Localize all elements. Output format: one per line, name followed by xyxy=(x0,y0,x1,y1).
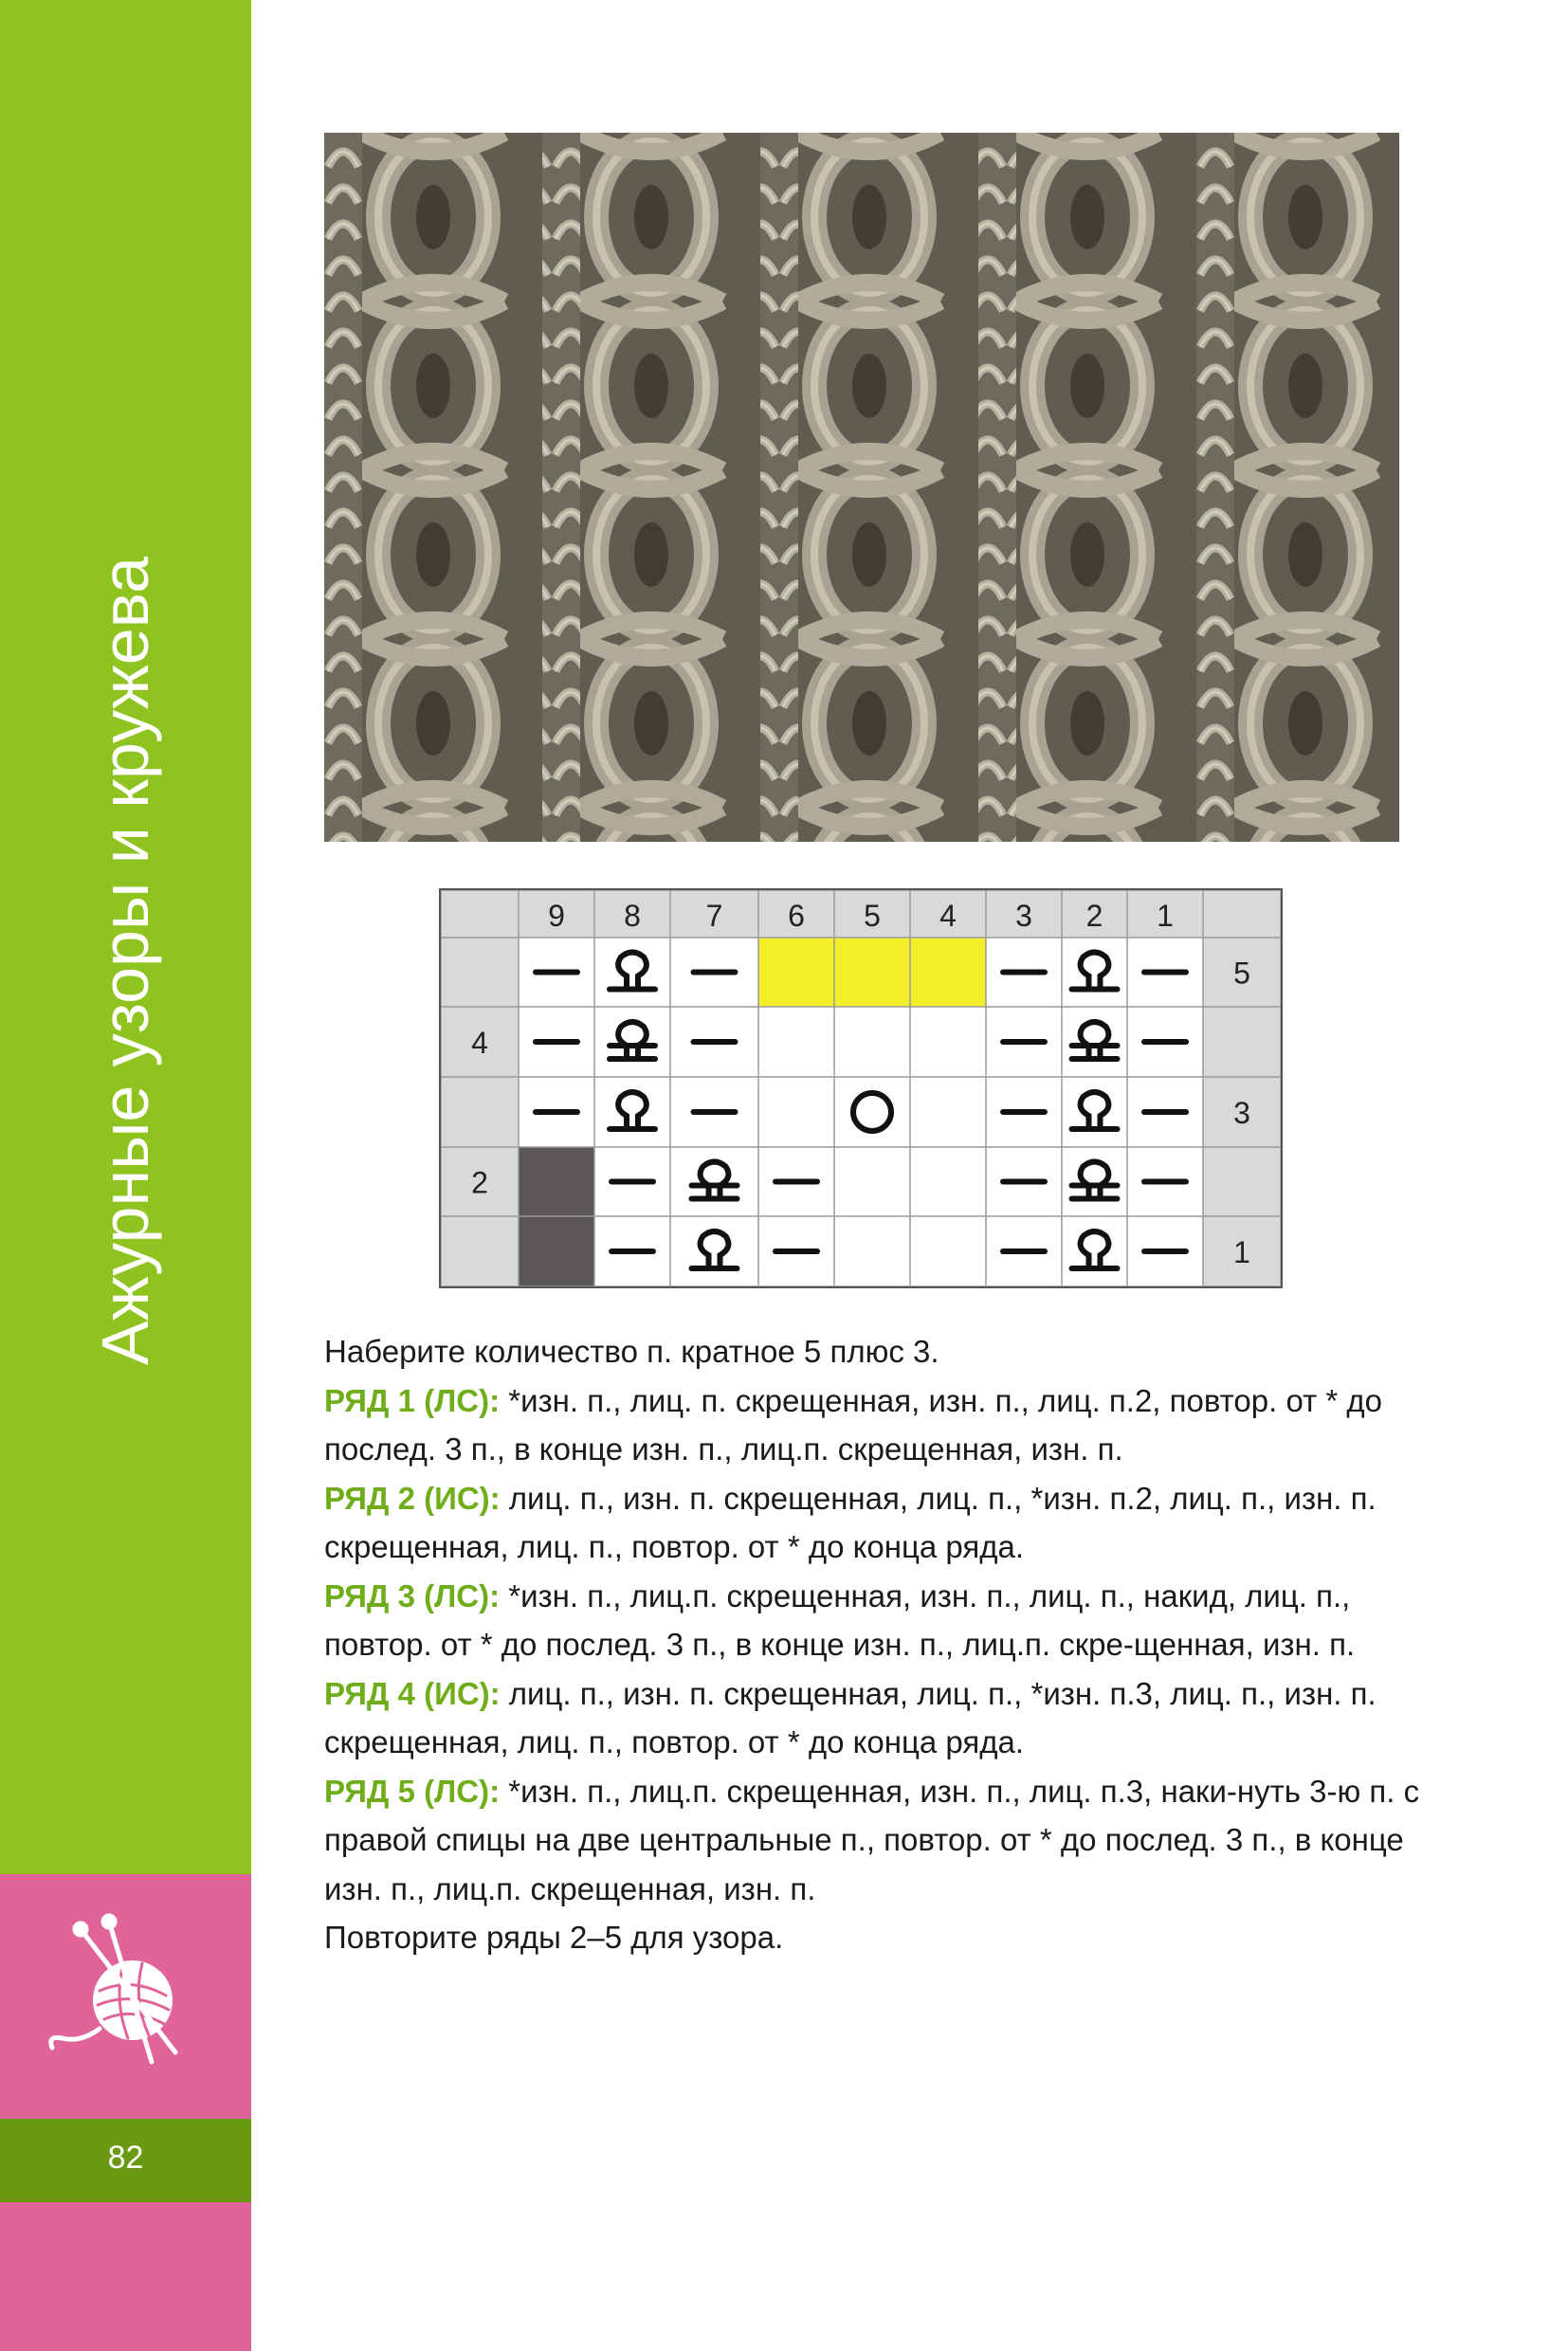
row-text: *изн. п., лиц.п. скрещенная, изн. п., лиц. п., накид, лиц. п., повтор. от * до послед. 3 п., в конце изн. п., лиц.п. скре-щенная, изн. п. xyxy=(324,1577,1356,1662)
highlight-cells xyxy=(758,938,986,1007)
knitting-chart xyxy=(439,888,1283,1288)
column-number: 4 xyxy=(939,899,957,933)
column-number: 6 xyxy=(788,899,805,933)
knitted-swatch-photo xyxy=(324,133,1399,842)
column-number: 7 xyxy=(705,899,723,933)
page-number: 82 xyxy=(107,2140,144,2176)
row-label: РЯД 4 (ИС): xyxy=(324,1675,501,1711)
sidebar-pink-footer xyxy=(0,2202,251,2351)
row-text: *изн. п., лиц. п. скрещенная, изн. п., лиц. п.2, повтор. от * до послед. 3 п., в конце изн. п., лиц.п. скрещенная, изн. п. xyxy=(324,1382,1382,1467)
pattern-instructions xyxy=(324,1327,1424,1962)
row-text: лиц. п., изн. п. скрещенная, лиц. п., *изн. п.3, лиц. п., изн. п. скрещенная, лиц. п., повтор. от * до конца ряда. xyxy=(324,1675,1377,1759)
row-label: РЯД 2 (ИС): xyxy=(324,1480,501,1516)
row-number-right: 3 xyxy=(1233,1096,1250,1130)
yarn-ball-icon xyxy=(43,1910,204,2071)
chapter-title: Ажурные узоры и кружева xyxy=(88,556,162,1365)
row-instruction-5 xyxy=(324,1767,1424,1914)
row-label: РЯД 5 (ЛС): xyxy=(324,1773,501,1809)
column-number: 8 xyxy=(624,899,641,933)
column-number: 9 xyxy=(548,899,565,933)
row-instruction-1 xyxy=(324,1376,1424,1474)
row-text: *изн. п., лиц.п. скрещенная, изн. п., лиц. п.3, наки-нуть 3-ю п. с правой спицы на две центральные п., повтор. от * до послед. 3 п., в конце изн. п., лиц.п. скрещенная, изн. п. xyxy=(324,1773,1420,1906)
column-number: 3 xyxy=(1015,899,1032,933)
row-number-left: 4 xyxy=(471,1026,488,1060)
row-instruction-3 xyxy=(324,1572,1424,1669)
intro-text: Наберите количество п. кратное 5 плюс 3. xyxy=(324,1334,939,1369)
row-number-right: 5 xyxy=(1233,956,1250,991)
row-instruction-2 xyxy=(324,1474,1424,1572)
outro-text: Повторите ряды 2–5 для узора. xyxy=(324,1920,784,1955)
column-number: 5 xyxy=(864,899,881,933)
column-number: 2 xyxy=(1085,899,1103,933)
row-instruction-4 xyxy=(324,1669,1424,1767)
column-number: 1 xyxy=(1157,899,1174,933)
row-text: лиц. п., изн. п. скрещенная, лиц. п., *изн. п.2, лиц. п., изн. п. скрещенная, лиц. п., повтор. от * до конца ряда. xyxy=(324,1480,1377,1564)
row-number-right: 1 xyxy=(1233,1235,1250,1269)
row-number-left: 2 xyxy=(471,1165,488,1200)
row-label: РЯД 3 (ЛС): xyxy=(324,1577,501,1613)
row-label: РЯД 1 (ЛС): xyxy=(324,1382,501,1418)
